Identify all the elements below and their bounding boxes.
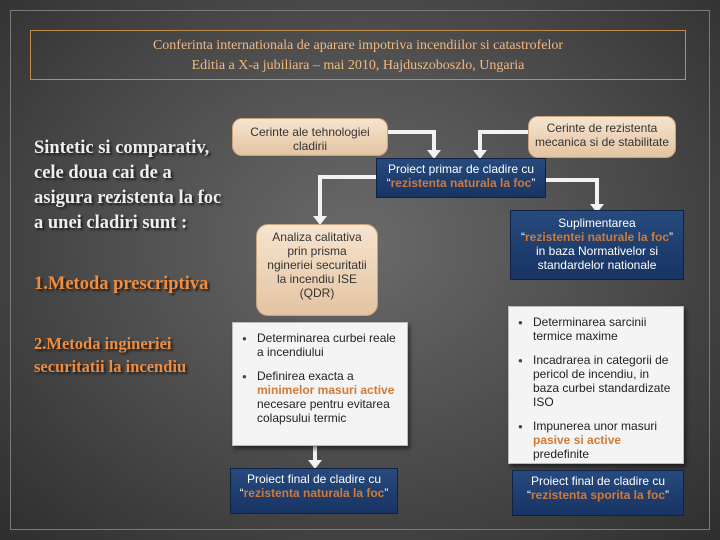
supplement-title: Suplimentarea <box>558 216 636 230</box>
connector-to-supplement-v <box>595 178 599 206</box>
title-line-2: Editia a X-a jubiliara – mai 2010, Hajduszoboszlo, Ungaria <box>191 58 525 73</box>
box-supplement <box>510 210 684 280</box>
tech-requirements-text: Cerinte ale tehnologiei cladirii <box>250 125 370 153</box>
supplement-prefix: “ <box>520 230 525 244</box>
intro-text: Sintetic si comparativ, cele doua cai de a asigura rezistenta la foc a unei cladiri sunt : <box>34 138 222 233</box>
primary-project-suffix: ” <box>531 176 536 190</box>
left-steps-list <box>233 323 407 443</box>
qualitative-analysis-text: Analiza calitativa prin prisma ngineriei securitatii la incendiu ISE (QDR) <box>267 230 367 300</box>
final-right-prefix: Proiect final de cladire cu “ <box>526 474 666 502</box>
right-step-3-prefix: Impunerea unor masuri <box>533 419 658 433</box>
right-step-3-highlight: pasive si active <box>533 433 622 447</box>
right-step-3-suffix: predefinite <box>533 447 590 461</box>
box-right-steps <box>508 306 684 464</box>
box-final-left <box>230 468 398 514</box>
connector-tech-top <box>386 130 436 134</box>
connector-mech-down <box>478 130 482 152</box>
primary-project-prefix: Proiect primar de cladire cu “ <box>386 162 535 190</box>
right-step-1: ● Determinarea sarcinii termice maxime <box>533 315 675 343</box>
connector-to-supplement-h <box>544 178 599 182</box>
box-final-right <box>512 470 684 516</box>
final-right-highlight: rezistenta sporita la foc <box>530 488 666 502</box>
left-step-2-suffix: necesare pentru evitarea colapsului termic <box>257 397 390 425</box>
right-steps-list <box>509 307 683 464</box>
method-fire-safety-engineering: 2.Metoda ingineriei securitatii la incendiu <box>34 334 187 376</box>
connector-to-analysis-v <box>318 175 322 219</box>
conference-title <box>30 30 686 80</box>
right-step-3 <box>533 419 675 461</box>
connector-mech-top <box>478 130 532 134</box>
final-left-suffix: ” <box>384 486 389 500</box>
connector-tech-down <box>432 130 436 152</box>
left-step-2-highlight: minimelor masuri active <box>257 383 395 397</box>
supplement-suffix: ” in baza Normativelor si standardelor nationale <box>535 230 674 272</box>
left-step-2 <box>257 369 399 425</box>
box-tech-requirements <box>232 118 388 156</box>
supplement-highlight: rezistentei naturale la foc <box>524 230 670 244</box>
final-left-highlight: rezistenta naturala la foc <box>243 486 385 500</box>
box-left-steps <box>232 322 408 446</box>
final-right-suffix: ” <box>665 488 670 502</box>
title-line-1: Conferinta internationala de aparare impotriva incendiilor si catastrofelor <box>152 38 564 53</box>
left-step-2-prefix: Definirea exacta a <box>257 369 354 383</box>
left-step-1: ● Determinarea curbei reale a incendiului <box>257 331 399 359</box>
mech-requirements-text: Cerinte de rezistenta mecanica si de stabilitate <box>534 121 670 149</box>
right-step-2: ● Incadrarea in categorii de pericol de incendiu, in baza curbei standardizate ISO <box>533 353 675 409</box>
connector-to-analysis-h <box>318 175 380 179</box>
box-mech-requirements <box>528 116 676 158</box>
method-prescriptive: 1.Metoda prescriptiva <box>34 274 209 294</box>
box-qualitative-analysis <box>256 224 378 316</box>
primary-project-highlight: rezistenta naturala la foc <box>390 176 532 190</box>
final-left-prefix: Proiect final de cladire cu “ <box>239 472 382 500</box>
box-primary-project <box>376 158 546 198</box>
